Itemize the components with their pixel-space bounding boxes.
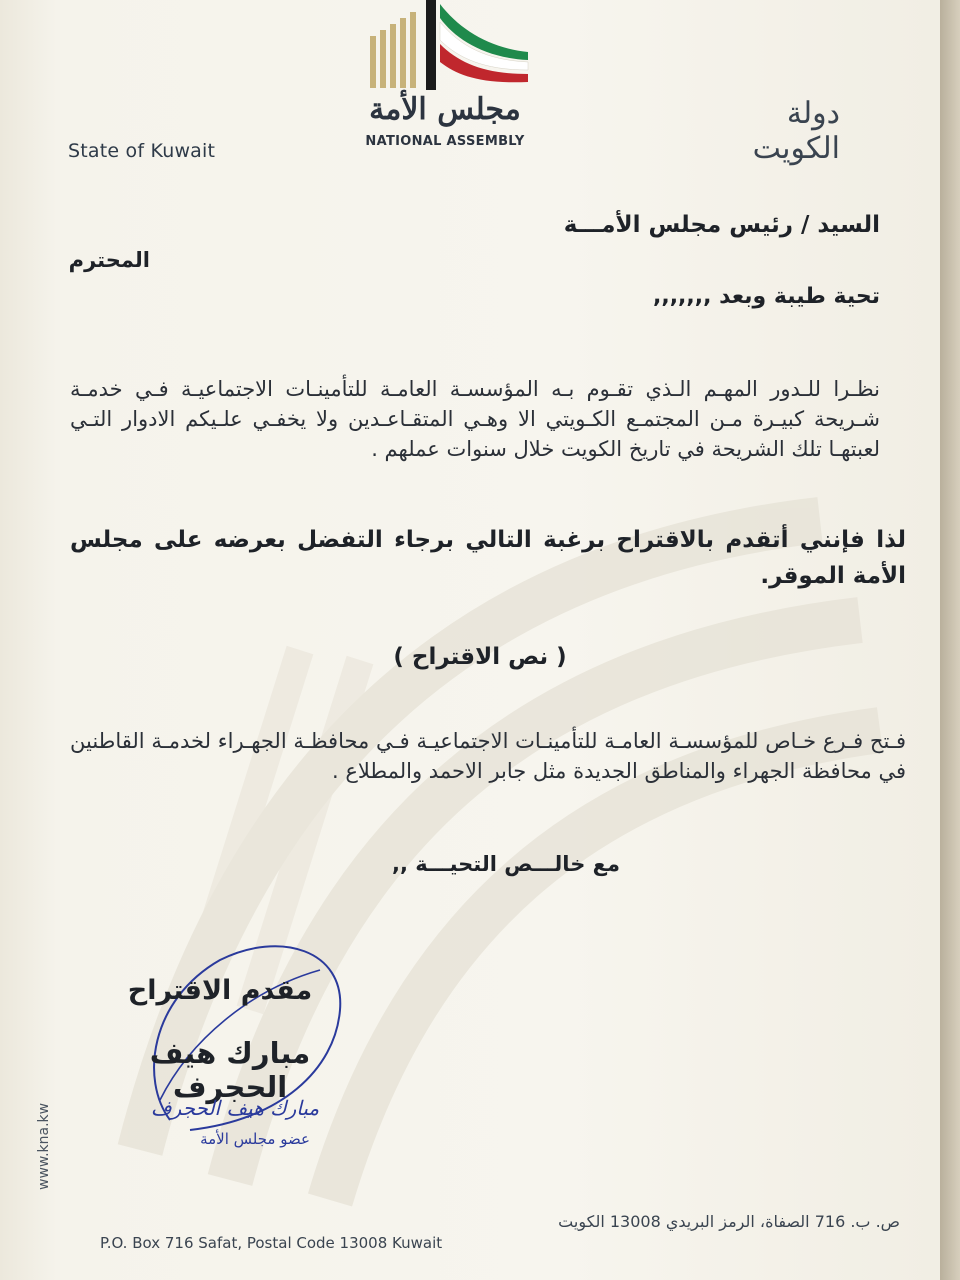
closing: مع خالـــص التحيـــة ,,	[392, 852, 620, 876]
page-edge	[940, 0, 960, 1280]
paragraph-proposal: فـتح فـرع خـاص للمؤسسـة العامـة للتأمينـات الاجتماعيـة فـي محافظـة الجهـراء لخدمـة القاطنين في محافظة الجهراء والمناطق الجديدة مثل جابر الاحمد والمطلاع .	[70, 729, 906, 783]
paragraph-request: لذا فإنني أتقدم بالاقتراح برغبة التالي برجاء التفضل بعرضه على مجلس الأمة الموقر.	[70, 527, 906, 589]
national-assembly-en: NATIONAL ASSEMBLY	[365, 134, 525, 149]
salutation: السيد / رئيس مجلس الأمـــة	[563, 212, 880, 238]
proposal-heading: ( نص الاقتراح )	[393, 644, 567, 670]
national-assembly-ar: مجلس الأمة	[369, 92, 521, 127]
member-title: عضو مجلس الأمة	[200, 1130, 310, 1148]
paragraph-intro: نظـرا للـدور المهـم الـذي تقـوم بـه المؤسسـة العامـة للتأمينـات الاجتماعيـة فـي خدمـة شـريحة كبيـرة مـن المجتمـع الكـويتي الا وهـي المتقـاعـدين ولا يخفـي علـيكم الادوار التـي لعبتهـا تلك الشريحة في تاريخ الكويت خلال سنوات عملهم .	[70, 377, 880, 461]
proposer-title: مقدم الاقتراح	[127, 975, 313, 1006]
proposer-name: مبارك هيف الحجرف	[149, 1036, 311, 1104]
state-of-kuwait-ar: دولة الكويت	[752, 96, 840, 166]
national-assembly-emblem-icon	[360, 0, 530, 92]
footer-address-en: P.O. Box 716 Safat, Postal Code 13008 Kuwait	[100, 1234, 443, 1252]
respected-label: المحترم	[68, 248, 150, 272]
greeting: تحية طيبة وبعد ,,,,,,,	[652, 284, 880, 309]
website-url: www.kna.kw	[36, 1102, 52, 1190]
footer-address-ar: ص. ب. 716 الصفاة، الرمز البريدي 13008 الكويت	[558, 1212, 900, 1231]
handwritten-signature: مبارك هيف الحجرف	[150, 1096, 320, 1120]
state-of-kuwait-en: State of Kuwait	[68, 140, 216, 162]
